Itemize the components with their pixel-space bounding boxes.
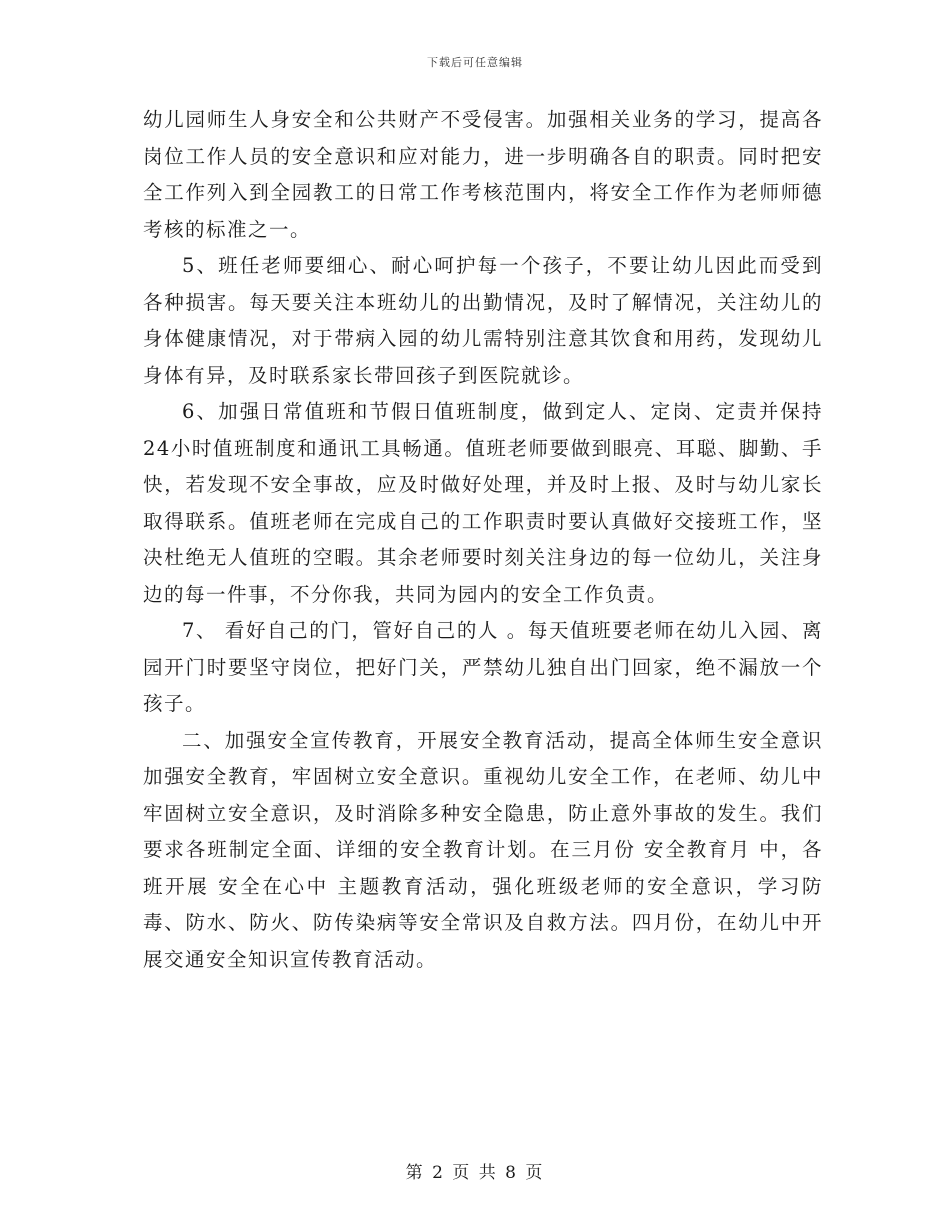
paragraph-continued: 幼儿园师生人身安全和公共财产不受侵害。加强相关业务的学习，提高各岗位工作人员的安全意识和应对能力，进一步明确各自的职责。同时把安全工作列入到全园教工的日常工作考核范围内，将安全工作作为老师师德考核的标准之一。	[143, 108, 823, 241]
page-number-footer: 第 2 页 共 8 页	[405, 1163, 545, 1183]
paragraph-section-2: 二、加强安全宣传教育，开展安全教育活动，提高全体师生安全意识加强安全教育，牢固树立安全意识。重视幼儿安全工作，在老师、幼儿中牢固树立安全意识，及时消除多种安全隐患，防止意外事故的发生。我们要求各班制定全面、详细的安全教育计划。在三月份 安全教育月 中，各班开展 安全在心中 主题教育活动，强化班级老师的安全意识，学习防毒、防水、防火、防传染病等安全常识及自救方法。四月份，在幼儿中开展交通安全知识宣传教育活动。	[143, 728, 823, 971]
paragraph-item-7: 7、 看好自己的门，管好自己的人 。每天值班要老师在幼儿入园、离园开门时要坚守岗位，把好门关，严禁幼儿独自出门回家，绝不漏放一个孩子。	[143, 619, 823, 715]
paragraph-item-6: 6、加强日常值班和节假日值班制度，做到定人、定岗、定责并保持24小时值班制度和通讯工具畅通。值班老师要做到眼亮、耳聪、脚勤、手快，若发现不安全事故，应及时做好处理，并及时上报、及时与幼儿家长取得联系。值班老师在完成自己的工作职责时要认真做好交接班工作，坚决杜绝无人值班的空暇。其余老师要时刻关注身边的每一位幼儿，关注身边的每一件事，不分你我，共同为园内的安全工作负责。	[143, 400, 823, 606]
document-body	[143, 102, 823, 978]
paragraph-item-5: 5、班任老师要细心、耐心呵护每一个孩子，不要让幼儿因此而受到各种损害。每天要关注本班幼儿的出勤情况，及时了解情况，关注幼儿的身体健康情况，对于带病入园的幼儿需特别注意其饮食和用药，发现幼儿身体有异，及时联系家长带回孩子到医院就诊。	[143, 254, 823, 387]
header-note: 下载后可任意编辑	[427, 56, 523, 69]
